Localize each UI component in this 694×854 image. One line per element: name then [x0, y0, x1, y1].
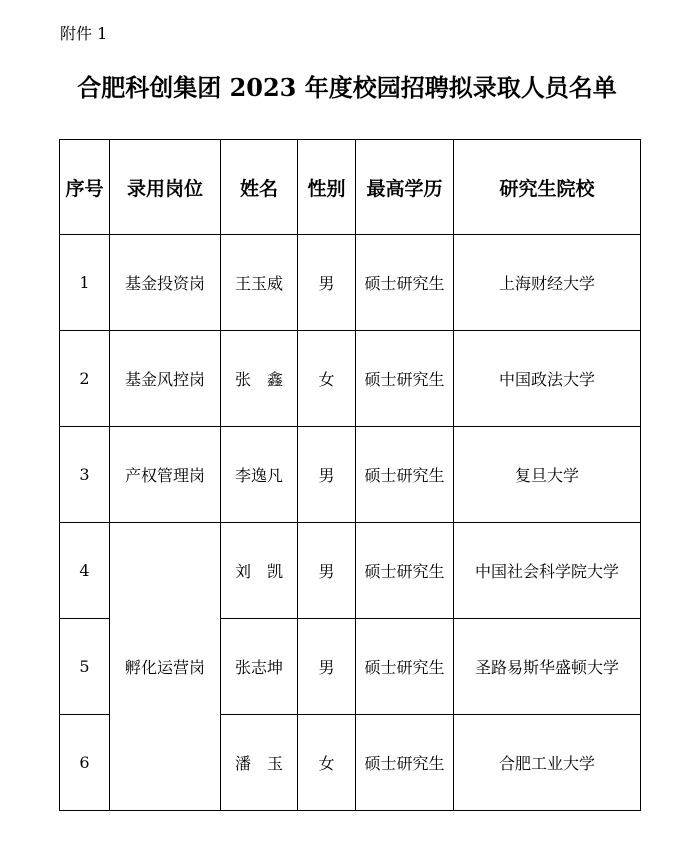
hiring-roster-table: [59, 139, 641, 811]
cell-post-merged: 孵化运营岗: [110, 523, 221, 811]
cell-gender: 男: [298, 427, 356, 523]
cell-school: 复旦大学: [454, 427, 641, 523]
cell-name: 李逸凡: [221, 427, 298, 523]
cell-education: 硕士研究生: [356, 427, 454, 523]
cell-school: 上海财经大学: [454, 235, 641, 331]
cell-education: 硕士研究生: [356, 331, 454, 427]
cell-school: 合肥工业大学: [454, 715, 641, 811]
cell-name: 张 鑫: [221, 331, 298, 427]
cell-no: 2: [60, 331, 110, 427]
column-header-no: 序号: [60, 140, 110, 235]
column-header-name: 姓名: [221, 140, 298, 235]
cell-no: 5: [60, 619, 110, 715]
column-header-school: 研究生院校: [454, 140, 641, 235]
cell-school: 圣路易斯华盛顿大学: [454, 619, 641, 715]
cell-no: 3: [60, 427, 110, 523]
cell-education: 硕士研究生: [356, 235, 454, 331]
cell-post: 基金投资岗: [110, 235, 221, 331]
cell-gender: 女: [298, 331, 356, 427]
cell-no: 6: [60, 715, 110, 811]
cell-education: 硕士研究生: [356, 523, 454, 619]
cell-school: 中国社会科学院大学: [454, 523, 641, 619]
cell-gender: 男: [298, 235, 356, 331]
cell-post: 产权管理岗: [110, 427, 221, 523]
column-header-post: 录用岗位: [110, 140, 221, 235]
cell-education: 硕士研究生: [356, 715, 454, 811]
cell-no: 4: [60, 523, 110, 619]
document-title: 合肥科创集团 2023 年度校园招聘拟录取人员名单: [77, 73, 617, 102]
table-row: [60, 523, 641, 619]
cell-gender: 男: [298, 619, 356, 715]
cell-education: 硕士研究生: [356, 619, 454, 715]
cell-name: 刘 凯: [221, 523, 298, 619]
column-header-gender: 性别: [298, 140, 356, 235]
cell-gender: 女: [298, 715, 356, 811]
cell-name: 张志坤: [221, 619, 298, 715]
column-header-education: 最高学历: [356, 140, 454, 235]
table-row: [60, 235, 641, 331]
cell-school: 中国政法大学: [454, 331, 641, 427]
cell-post: 基金风控岗: [110, 331, 221, 427]
cell-name: 王玉威: [221, 235, 298, 331]
cell-no: 1: [60, 235, 110, 331]
cell-gender: 男: [298, 523, 356, 619]
table-row: [60, 331, 641, 427]
attachment-label: 附件 1: [60, 24, 108, 43]
table-header-row: [60, 140, 641, 235]
table-row: [60, 427, 641, 523]
cell-name: 潘 玉: [221, 715, 298, 811]
